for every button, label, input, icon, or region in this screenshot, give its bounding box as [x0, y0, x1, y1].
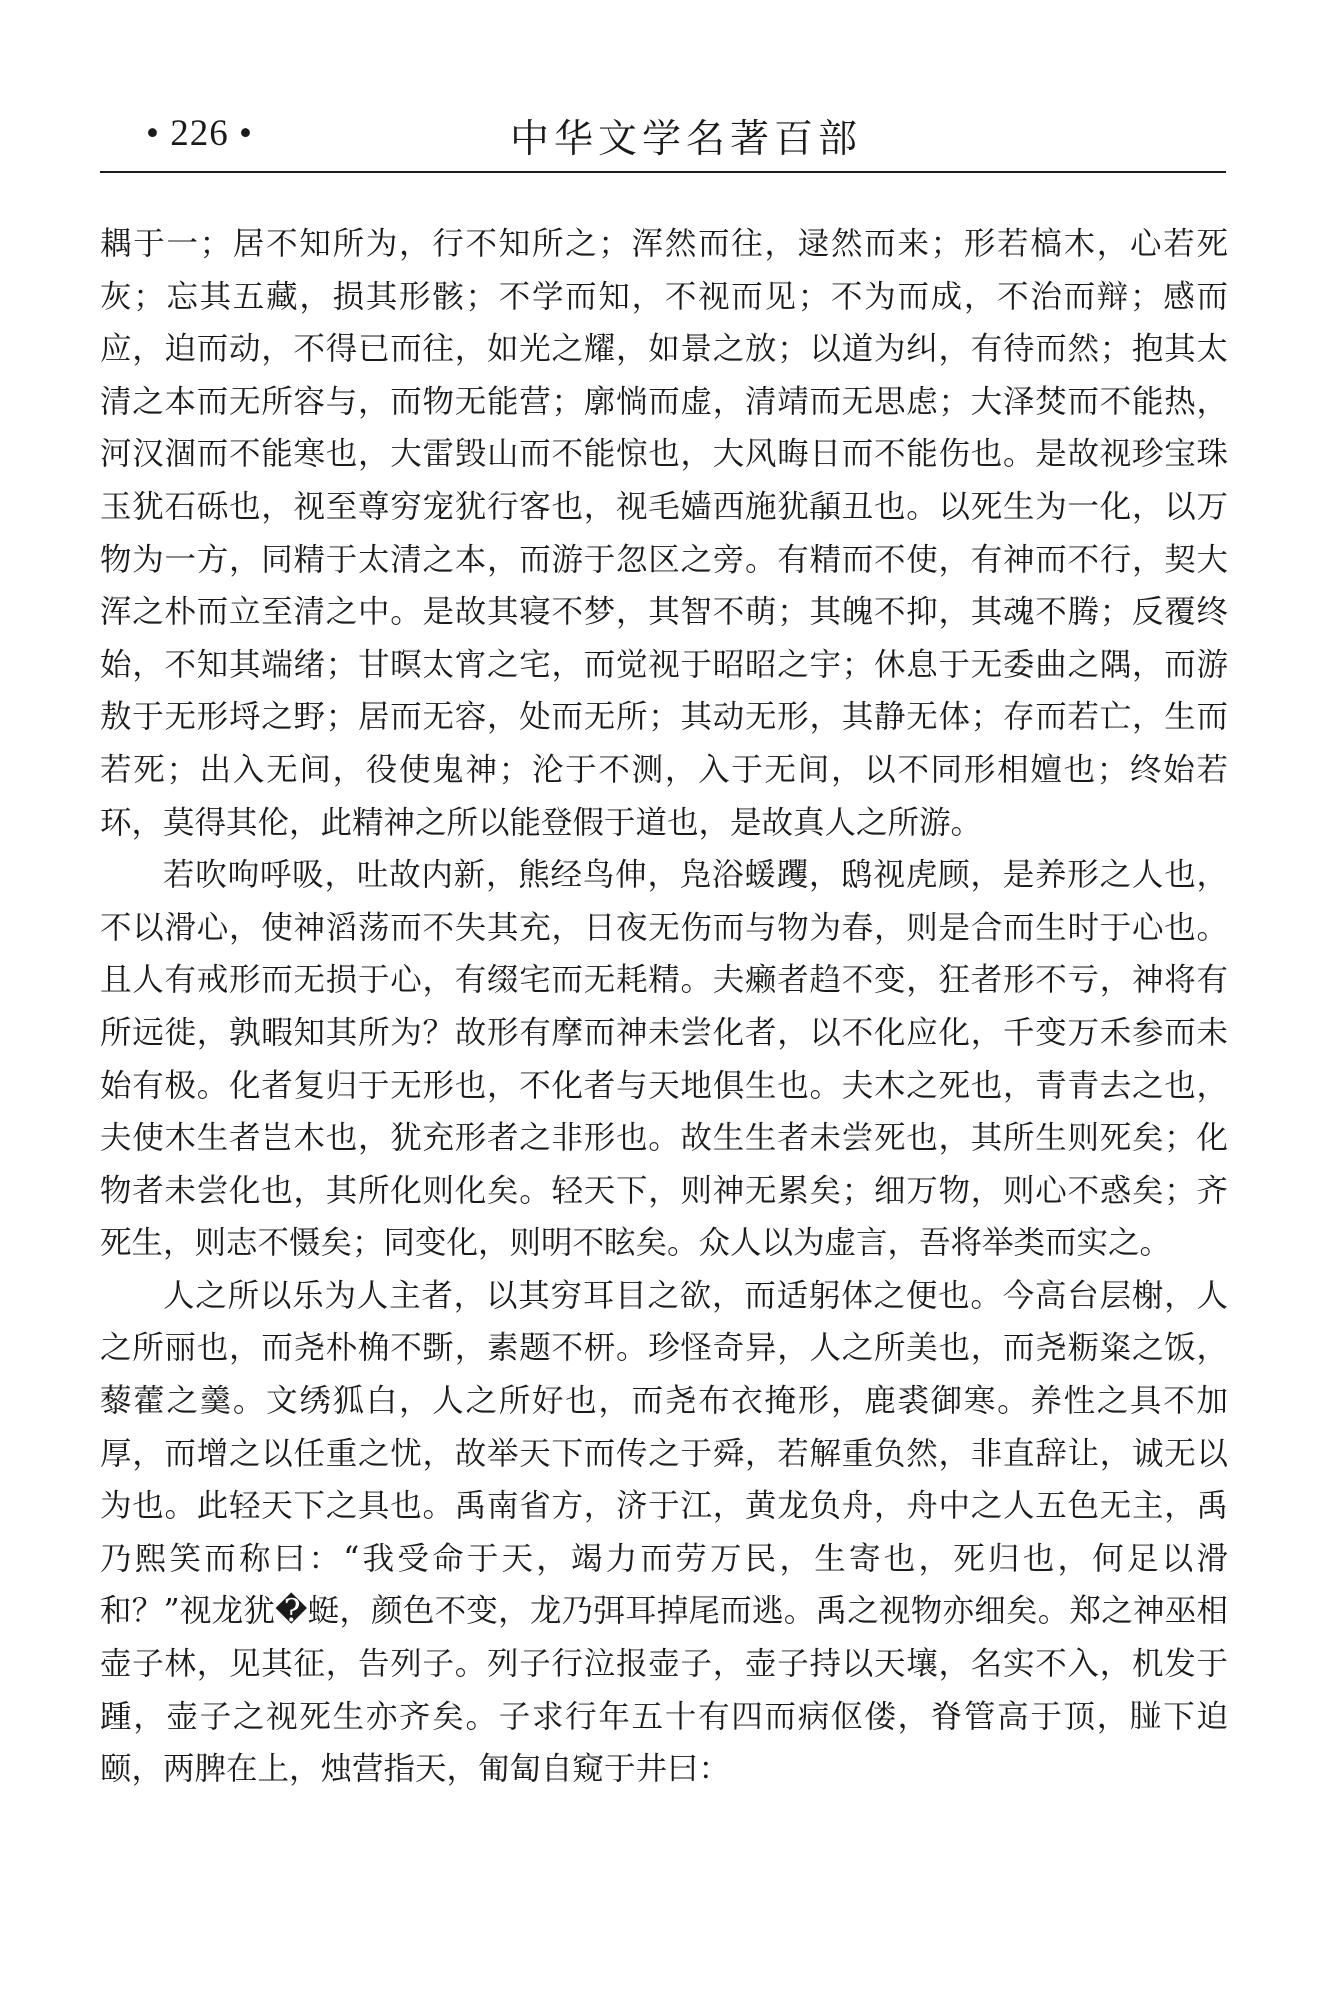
running-title: 中华文学名著百部 [510, 117, 863, 162]
paragraph: 若吹呴呼吸，吐故内新，熊经鸟伸，凫浴蝯躩，鸱视虎顾，是养形之人也，不以滑心，使神滔荡而不失其充，日夜无伤而与物为春，则是合而生时于心也。且人有戒形而无损于心，有缀宅而无耗精。夫癞者趋不变，狂者形不亏，神将有所远徙，孰暇知其所为？故形有摩而神未尝化者，以不化应化，千变万禾参而未始有极。化者复归于无形也，不化者与天地俱生也。夫木之死也，青青去之也，夫使木生者岂木也，犹充形者之非形也。故生生者未尝死也，其所生则死矣；化物者未尝化也，其所化则化矣。轻天下，则神无累矣；细万物，则心不惑矣；齐死生，则志不慑矣；同变化，则明不眩矣。众人以为虚言，吾将举类而实之。 [100, 857, 1228, 1262]
page-number: • 226 • [146, 113, 253, 154]
paragraph: 人之所以乐为人主者，以其穷耳目之欲，而适躬体之便也。今高台层榭，人之所丽也，而尧朴桷不斲，素题不枅。珍怪奇异，人之所美也，而尧粝粢之饭，藜藿之羹。文绣狐白，人之所好也，而尧布衣掩形，鹿裘御寒。养性之具不加厚，而增之以任重之忧，故举天下而传之于舜，若解重负然，非直辞让，诚无以为也。此轻天下之具也。禹南省方，济于江，黄龙负舟，舟中之人五色无主，禹乃熙笑而称曰：“我受命于天，竭力而劳万民，生寄也，死归也，何足以滑和？”视龙犹�蜓，颜色不变，龙乃弭耳掉尾而逃。禹之视物亦细矣。郑之神巫相壶子林，见其征，告列子。列子行泣报壶子，壶子持以天壤，名实不入，机发于踵，壶子之视死生亦齐矣。子求行年五十有四而病伛偻，脊管高于顶，𦝤下迫颐，两脾在上，烛营指天，匍匐自窥于井曰： [100, 1277, 1228, 1788]
header-rule [100, 171, 1226, 173]
body-text [100, 218, 1228, 1796]
page-header [100, 108, 1226, 174]
paragraph: 耦于一；居不知所为，行不知所之；浑然而往，逯然而来；形若槁木，心若死灰；忘其五藏，损其形骸；不学而知，不视而见；不为而成，不治而辩；感而应，迫而动，不得已而往，如光之耀，如景之放；以道为纠，有待而然；抱其太清之本而无所容与，而物无能营；廓惝而虚，清靖而无思虑；大泽焚而不能热，河汉涸而不能寒也，大雷毁山而不能惊也，大风晦日而不能伤也。是故视珍宝珠玉犹石砾也，视至尊穷宠犹行客也，视毛嫱西施犹䫇丑也。以死生为一化，以万物为一方，同精于太清之本，而游于忽区之旁。有精而不使，有神而不行，契大浑之朴而立至清之中。是故其寝不梦，其智不萌；其魄不抑，其魂不腾；反覆终始，不知其端绪；甘暝太宵之宅，而觉视于昭昭之宇；休息于无委曲之隅，而游敖于无形埒之野；居而无容，处而无所；其动无形，其静无体；存而若亡，生而若死；出入无间，役使鬼神；沦于不测，入于无间，以不同形相嬗也；终始若环，莫得其伦，此精神之所以能登假于道也，是故真人之所游。 [100, 226, 1228, 841]
